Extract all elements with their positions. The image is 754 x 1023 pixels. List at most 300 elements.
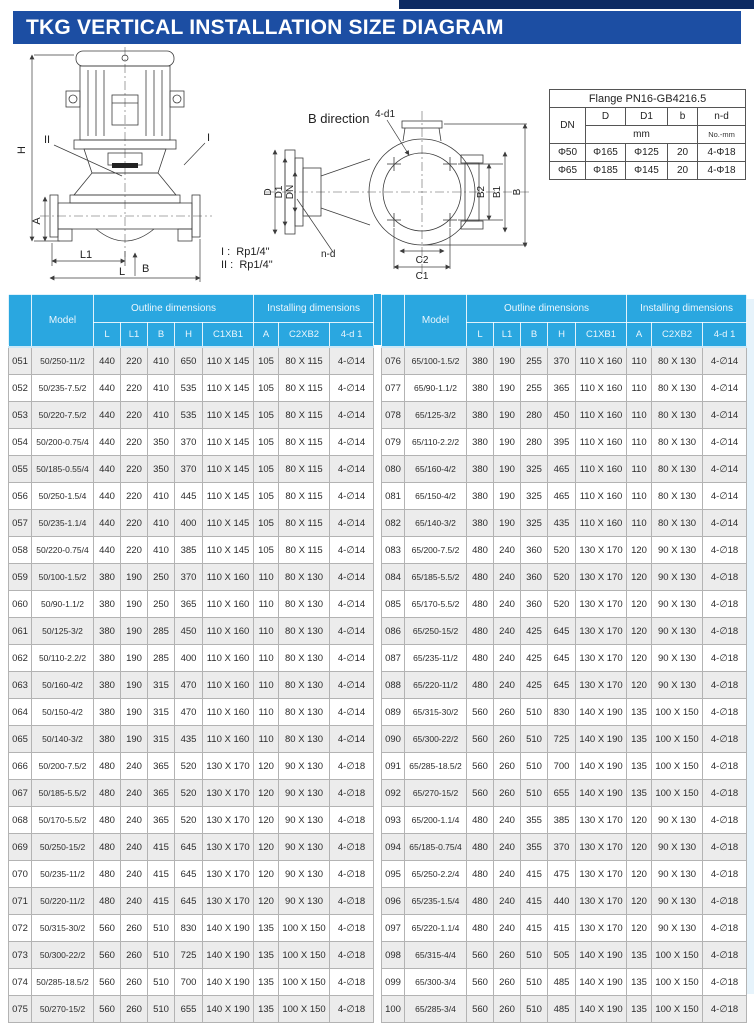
dim-4d1-cell: 4-∅18	[703, 834, 747, 861]
model-cell: 50/235-11/2	[32, 861, 94, 888]
col-header-c1xb1: C1XB1	[203, 323, 254, 348]
row-number-cell: 051	[9, 347, 32, 375]
flange-col-nd: n-d	[698, 108, 746, 126]
dim-4d1-cell: 4-∅18	[703, 996, 747, 1023]
dim-a-cell: 120	[627, 807, 652, 834]
table-row	[382, 347, 747, 375]
dim-4d1-cell: 4-∅18	[703, 942, 747, 969]
dim-label-b1: B1	[492, 185, 503, 199]
dim-l-cell: 380	[467, 375, 494, 402]
page-title-bar	[13, 11, 741, 44]
table-row	[9, 861, 374, 888]
dim-c2xb2-cell: 80 X 130	[279, 618, 330, 645]
table-row	[9, 672, 374, 699]
row-number-cell: 080	[382, 456, 405, 483]
table-row	[382, 861, 747, 888]
model-cell: 50/125-3/2	[32, 618, 94, 645]
dim-h-cell: 450	[175, 618, 203, 645]
row-number-cell: 095	[382, 861, 405, 888]
dim-l1-cell: 240	[494, 564, 521, 591]
model-cell: 50/220-11/2	[32, 888, 94, 915]
dim-l-cell: 440	[94, 429, 121, 456]
dim-h-cell: 370	[548, 834, 576, 861]
row-number-cell: 063	[9, 672, 32, 699]
table-row	[382, 375, 747, 402]
dim-c1xb1-cell: 110 X 160	[576, 456, 627, 483]
col-header-c2xb2: C2XB2	[279, 323, 330, 348]
dim-4d1-cell: 4-∅18	[703, 699, 747, 726]
dim-b-cell: 425	[521, 645, 548, 672]
dim-c2xb2-cell: 80 X 130	[652, 429, 703, 456]
dim-h-cell: 650	[175, 347, 203, 375]
table-row	[382, 699, 747, 726]
table-row	[9, 753, 374, 780]
dim-c2xb2-cell: 90 X 130	[652, 591, 703, 618]
dim-l1-cell: 240	[494, 861, 521, 888]
dim-a-cell: 135	[254, 915, 279, 942]
dim-a-cell: 135	[254, 996, 279, 1023]
dim-b-cell: 415	[148, 888, 175, 915]
dim-l-cell: 480	[467, 672, 494, 699]
dim-4d1-cell: 4-∅18	[330, 969, 374, 996]
dim-l-cell: 560	[467, 753, 494, 780]
dim-l-cell: 440	[94, 402, 121, 429]
table-row	[382, 834, 747, 861]
dim-h-cell: 435	[548, 510, 576, 537]
centerlines	[40, 47, 212, 257]
model-cell: 65/285-18.5/2	[405, 753, 467, 780]
dim-4d1-cell: 4-∅14	[330, 591, 374, 618]
model-cell: 50/110-2.2/2	[32, 645, 94, 672]
table-row	[382, 915, 747, 942]
model-cell: 65/235-11/2	[405, 645, 467, 672]
col-header-l: L	[467, 323, 494, 348]
dim-b-cell: 250	[148, 591, 175, 618]
col-header-a: A	[627, 323, 652, 348]
col-header-l1: L1	[121, 323, 148, 348]
dim-l-cell: 380	[94, 618, 121, 645]
table-row	[382, 618, 747, 645]
dim-a-cell: 110	[254, 645, 279, 672]
dim-c1xb1-cell: 140 X 190	[576, 726, 627, 753]
dim-b-cell: 360	[521, 591, 548, 618]
flow-direction-label-b: B	[142, 263, 150, 275]
dim-c1xb1-cell: 140 X 190	[576, 780, 627, 807]
dim-l1-cell: 240	[121, 807, 148, 834]
b-direction-title: B direction	[308, 111, 370, 126]
dim-l-cell: 560	[94, 996, 121, 1023]
dim-l-cell: 480	[94, 888, 121, 915]
model-cell: 50/200-7.5/2	[32, 753, 94, 780]
label-4-d1: 4-d1	[375, 109, 396, 120]
dim-c2xb2-cell: 80 X 130	[279, 726, 330, 753]
dim-4d1-cell: 4-∅18	[330, 888, 374, 915]
dim-h-cell: 645	[548, 618, 576, 645]
dim-a-cell: 105	[254, 456, 279, 483]
dim-c1xb1-cell: 140 X 190	[203, 969, 254, 996]
dim-l1-cell: 240	[494, 888, 521, 915]
dim-a-cell: 135	[627, 969, 652, 996]
model-cell: 50/300-22/2	[32, 942, 94, 969]
flange-table-title: Flange PN16-GB4216.5	[550, 90, 746, 108]
dim-4d1-cell: 4-∅18	[703, 564, 747, 591]
dim-a-cell: 120	[254, 888, 279, 915]
dim-c2xb2-cell: 90 X 130	[652, 834, 703, 861]
dim-l1-cell: 190	[494, 429, 521, 456]
dim-label-a: A	[31, 217, 43, 225]
row-number-cell: 061	[9, 618, 32, 645]
dim-b-cell: 365	[148, 780, 175, 807]
dim-b-cell: 510	[148, 942, 175, 969]
dim-4d1-cell: 4-∅14	[703, 456, 747, 483]
dim-a-cell: 120	[627, 888, 652, 915]
dim-label-l: L	[118, 266, 126, 278]
row-number-cell: 085	[382, 591, 405, 618]
dim-a-cell: 105	[254, 402, 279, 429]
col-header-c1xb1: C1XB1	[576, 323, 627, 348]
dim-c2xb2-cell: 90 X 130	[652, 564, 703, 591]
installing-dimensions-header: Installing dimensions	[627, 295, 747, 323]
dim-c2xb2-cell: 100 X 150	[279, 915, 330, 942]
dim-a-cell: 120	[254, 780, 279, 807]
dim-c1xb1-cell: 130 X 170	[576, 888, 627, 915]
model-cell: 50/235-7.5/2	[32, 375, 94, 402]
dim-c2xb2-cell: 100 X 150	[652, 969, 703, 996]
flange-unit-mm: mm	[586, 126, 698, 144]
table-row	[9, 834, 374, 861]
dim-c1xb1-cell: 130 X 170	[576, 807, 627, 834]
dim-c1xb1-cell: 110 X 160	[576, 347, 627, 375]
dim-h-cell: 520	[548, 564, 576, 591]
dim-c2xb2-cell: 80 X 130	[279, 591, 330, 618]
dim-b-cell: 325	[521, 483, 548, 510]
table-row	[382, 672, 747, 699]
model-cell: 65/200-1.1/4	[405, 807, 467, 834]
dim-h-cell: 365	[548, 375, 576, 402]
dim-4d1-cell: 4-∅14	[330, 375, 374, 402]
outline-dimensions-header: Outline dimensions	[467, 295, 627, 323]
table-row	[9, 942, 374, 969]
dim-c2xb2-cell: 80 X 130	[279, 672, 330, 699]
dim-b-cell: 425	[521, 618, 548, 645]
dim-h-cell: 445	[175, 483, 203, 510]
model-cell: 65/140-3/2	[405, 510, 467, 537]
dim-l-cell: 480	[467, 915, 494, 942]
dim-c1xb1-cell: 130 X 170	[576, 861, 627, 888]
dim-l1-cell: 240	[121, 780, 148, 807]
dim-a-cell: 120	[254, 861, 279, 888]
model-cell: 65/185-0.75/4	[405, 834, 467, 861]
table-row	[9, 537, 374, 564]
dim-4d1-cell: 4-∅14	[330, 510, 374, 537]
dim-l-cell: 380	[467, 429, 494, 456]
dim-c1xb1-cell: 110 X 160	[203, 564, 254, 591]
dim-h-cell: 415	[548, 915, 576, 942]
model-cell: 50/315-30/2	[32, 915, 94, 942]
col-header-h: H	[175, 323, 203, 348]
dim-c2xb2-cell: 80 X 115	[279, 402, 330, 429]
dim-a-cell: 105	[254, 537, 279, 564]
dim-l-cell: 380	[467, 483, 494, 510]
dim-c2xb2-cell: 80 X 130	[279, 564, 330, 591]
dim-l-cell: 560	[94, 915, 121, 942]
dim-4d1-cell: 4-∅14	[703, 510, 747, 537]
row-number-cell: 072	[9, 915, 32, 942]
dim-4d1-cell: 4-∅14	[330, 726, 374, 753]
dim-4d1-cell: 4-∅14	[703, 402, 747, 429]
row-number-cell: 091	[382, 753, 405, 780]
dim-c1xb1-cell: 110 X 145	[203, 510, 254, 537]
table-row	[382, 780, 747, 807]
dim-h-cell: 645	[175, 834, 203, 861]
dim-c1xb1-cell: 110 X 145	[203, 429, 254, 456]
dim-h-cell: 395	[548, 429, 576, 456]
model-cell: 65/200-7.5/2	[405, 537, 467, 564]
row-number-cell: 064	[9, 699, 32, 726]
dim-c2xb2-cell: 90 X 130	[279, 780, 330, 807]
dim-b-cell: 255	[521, 347, 548, 375]
dim-4d1-cell: 4-∅14	[703, 375, 747, 402]
dim-l-cell: 440	[94, 375, 121, 402]
model-cell: 50/100-1.5/2	[32, 564, 94, 591]
dim-l1-cell: 260	[494, 969, 521, 996]
model-cell: 50/270-15/2	[32, 996, 94, 1023]
d-cell: Φ165	[586, 144, 626, 162]
model-cell: 65/110-2.2/2	[405, 429, 467, 456]
row-number-cell: 097	[382, 915, 405, 942]
model-cell: 50/185-0.55/4	[32, 456, 94, 483]
dim-h-cell: 465	[548, 483, 576, 510]
dim-c1xb1-cell: 110 X 160	[203, 591, 254, 618]
dim-c1xb1-cell: 130 X 170	[203, 888, 254, 915]
d1-cell: Φ145	[626, 162, 668, 180]
dim-a-cell: 110	[627, 456, 652, 483]
size-table-right	[381, 294, 747, 1023]
row-number-cell: 070	[9, 861, 32, 888]
dim-h-cell: 485	[548, 969, 576, 996]
row-number-cell: 056	[9, 483, 32, 510]
col-header-4d1: 4-d 1	[330, 323, 374, 348]
model-cell: 65/170-5.5/2	[405, 591, 467, 618]
table-row	[382, 537, 747, 564]
dim-h-cell: 385	[548, 807, 576, 834]
dim-b-cell: 410	[148, 483, 175, 510]
b-view-dimension-labels	[263, 109, 523, 282]
dim-h-cell: 465	[548, 456, 576, 483]
dim-l1-cell: 260	[494, 780, 521, 807]
dim-l1-cell: 240	[494, 915, 521, 942]
dim-c2xb2-cell: 100 X 150	[652, 753, 703, 780]
model-cell: 65/250-2.2/4	[405, 861, 467, 888]
dim-c2xb2-cell: 100 X 150	[279, 942, 330, 969]
dim-l-cell: 380	[467, 402, 494, 429]
dim-l1-cell: 220	[121, 456, 148, 483]
dim-h-cell: 700	[548, 753, 576, 780]
row-number-cell: 068	[9, 807, 32, 834]
dim-h-cell: 485	[548, 996, 576, 1023]
row-number-cell: 092	[382, 780, 405, 807]
dim-h-cell: 505	[548, 942, 576, 969]
dim-l1-cell: 240	[121, 861, 148, 888]
model-cell: 50/200-0.75/4	[32, 429, 94, 456]
table-row	[550, 162, 746, 180]
table-row	[9, 456, 374, 483]
dim-c2xb2-cell: 90 X 130	[652, 888, 703, 915]
dim-4d1-cell: 4-∅14	[330, 537, 374, 564]
model-cell: 50/185-5.5/2	[32, 780, 94, 807]
size-table-section	[8, 294, 746, 1015]
dim-c1xb1-cell: 140 X 190	[203, 942, 254, 969]
dim-c2xb2-cell: 80 X 130	[652, 375, 703, 402]
table-row	[382, 564, 747, 591]
dim-l-cell: 480	[94, 780, 121, 807]
model-header: Model	[32, 295, 94, 348]
model-cell: 50/220-0.75/4	[32, 537, 94, 564]
dim-c1xb1-cell: 110 X 160	[576, 483, 627, 510]
dim-c2xb2-cell: 80 X 115	[279, 537, 330, 564]
dim-l1-cell: 190	[121, 645, 148, 672]
dim-h-cell: 520	[175, 807, 203, 834]
dim-c1xb1-cell: 130 X 170	[203, 780, 254, 807]
dim-l-cell: 560	[467, 996, 494, 1023]
table-row	[382, 726, 747, 753]
model-cell: 65/300-3/4	[405, 969, 467, 996]
dim-h-cell: 645	[548, 645, 576, 672]
row-number-cell: 066	[9, 753, 32, 780]
flange-col-d: D	[586, 108, 626, 126]
table-row	[9, 618, 374, 645]
dim-c2xb2-cell: 80 X 130	[652, 483, 703, 510]
dim-b-cell: 355	[521, 807, 548, 834]
row-number-cell: 088	[382, 672, 405, 699]
b-cell: 20	[668, 144, 698, 162]
dim-l-cell: 440	[94, 456, 121, 483]
row-number-cell: 073	[9, 942, 32, 969]
table-row	[9, 699, 374, 726]
row-number-cell: 065	[9, 726, 32, 753]
dim-label-d1: D1	[274, 185, 285, 199]
model-cell: 50/250-15/2	[32, 834, 94, 861]
dn-cell: Φ65	[550, 162, 586, 180]
dim-b-cell: 415	[148, 834, 175, 861]
dim-b-cell: 510	[148, 969, 175, 996]
dim-b-cell: 410	[148, 402, 175, 429]
dim-h-cell: 520	[548, 537, 576, 564]
dim-a-cell: 135	[627, 726, 652, 753]
dim-l-cell: 560	[94, 969, 121, 996]
dim-h-cell: 470	[175, 699, 203, 726]
dim-c1xb1-cell: 140 X 190	[576, 753, 627, 780]
dim-a-cell: 110	[254, 564, 279, 591]
dim-4d1-cell: 4-∅18	[703, 753, 747, 780]
dim-l1-cell: 220	[121, 510, 148, 537]
note-port-i: I : Rp1/4"	[221, 246, 270, 258]
model-cell: 65/235-1.5/4	[405, 888, 467, 915]
table-row	[9, 888, 374, 915]
dim-4d1-cell: 4-∅18	[703, 861, 747, 888]
dim-a-cell: 135	[627, 753, 652, 780]
dim-a-cell: 135	[627, 996, 652, 1023]
dim-c1xb1-cell: 110 X 160	[576, 429, 627, 456]
dim-c2xb2-cell: 80 X 115	[279, 347, 330, 375]
dim-l-cell: 480	[94, 861, 121, 888]
col-header-4d1: 4-d 1	[703, 323, 747, 348]
table-row	[382, 402, 747, 429]
dim-c1xb1-cell: 140 X 190	[576, 942, 627, 969]
dim-c2xb2-cell: 90 X 130	[652, 915, 703, 942]
dim-a-cell: 120	[254, 807, 279, 834]
dim-c2xb2-cell: 90 X 130	[652, 861, 703, 888]
dim-4d1-cell: 4-∅14	[330, 429, 374, 456]
dim-l-cell: 380	[94, 645, 121, 672]
dim-c2xb2-cell: 100 X 150	[652, 996, 703, 1023]
dim-b-cell: 510	[148, 996, 175, 1023]
row-number-cell: 090	[382, 726, 405, 753]
dim-b-cell: 510	[521, 726, 548, 753]
dim-4d1-cell: 4-∅18	[330, 915, 374, 942]
d1-cell: Φ125	[626, 144, 668, 162]
dim-b-cell: 415	[521, 915, 548, 942]
dim-b-cell: 510	[521, 969, 548, 996]
dim-label-b2: B2	[476, 185, 487, 199]
table-row	[9, 347, 374, 375]
dn-cell: Φ50	[550, 144, 586, 162]
model-cell: 65/220-11/2	[405, 672, 467, 699]
dim-h-cell: 535	[175, 402, 203, 429]
dim-b-cell: 350	[148, 456, 175, 483]
dim-b-cell: 250	[148, 564, 175, 591]
d-cell: Φ185	[586, 162, 626, 180]
table-row	[382, 645, 747, 672]
dim-l1-cell: 190	[494, 456, 521, 483]
row-number-cell: 079	[382, 429, 405, 456]
dim-4d1-cell: 4-∅14	[330, 672, 374, 699]
dim-label-dn: DN	[285, 184, 296, 200]
dim-l1-cell: 190	[494, 347, 521, 375]
table-row	[382, 483, 747, 510]
size-table-left	[8, 294, 374, 1023]
dim-b-cell: 410	[148, 347, 175, 375]
label-n-d: n-d	[321, 249, 336, 260]
dim-4d1-cell: 4-∅14	[330, 645, 374, 672]
dim-l1-cell: 240	[494, 672, 521, 699]
dim-4d1-cell: 4-∅18	[703, 969, 747, 996]
model-cell: 65/160-4/2	[405, 456, 467, 483]
dim-c1xb1-cell: 110 X 160	[203, 645, 254, 672]
col-header-h: H	[548, 323, 576, 348]
dim-4d1-cell: 4-∅18	[330, 942, 374, 969]
row-number-cell: 076	[382, 347, 405, 375]
model-header: Model	[405, 295, 467, 348]
dim-h-cell: 645	[175, 861, 203, 888]
dim-h-cell: 370	[175, 564, 203, 591]
dim-c1xb1-cell: 110 X 160	[576, 510, 627, 537]
dim-l-cell: 440	[94, 510, 121, 537]
dim-l1-cell: 260	[121, 996, 148, 1023]
dim-l-cell: 380	[467, 347, 494, 375]
row-number-cell: 082	[382, 510, 405, 537]
index-header	[382, 295, 405, 348]
dim-c2xb2-cell: 90 X 130	[279, 861, 330, 888]
dim-a-cell: 135	[254, 942, 279, 969]
dim-c2xb2-cell: 100 X 150	[279, 996, 330, 1023]
model-cell: 65/300-22/2	[405, 726, 467, 753]
dim-h-cell: 725	[175, 942, 203, 969]
front-dimension-lines	[32, 55, 205, 282]
dim-l-cell: 560	[94, 942, 121, 969]
dim-h-cell: 520	[175, 780, 203, 807]
model-cell: 65/125-3/2	[405, 402, 467, 429]
